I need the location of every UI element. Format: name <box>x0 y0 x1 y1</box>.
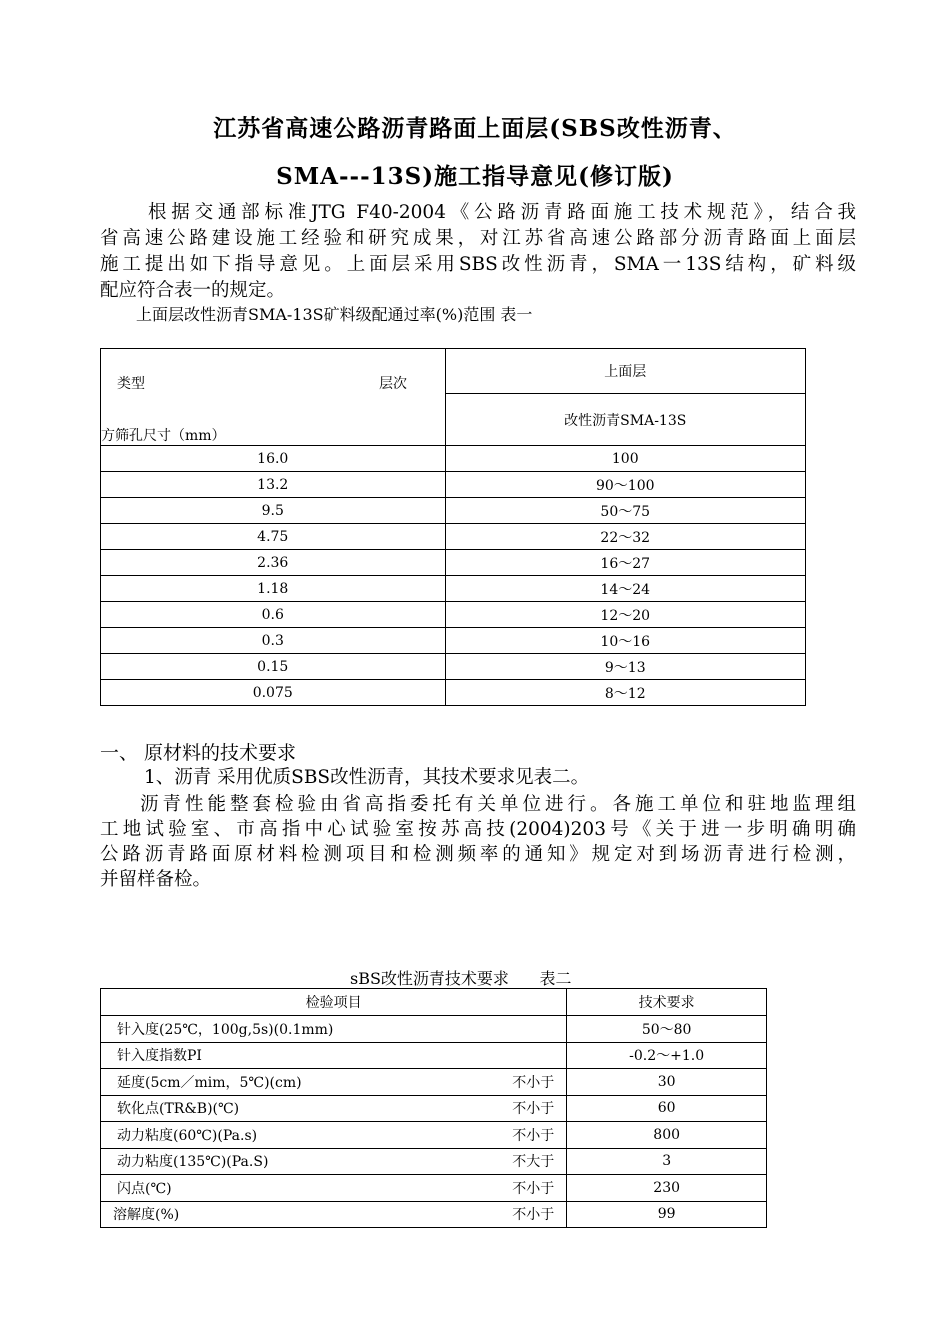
table-row <box>101 1148 767 1175</box>
section-heading: 一、 原材料的技术要求 <box>100 742 297 764</box>
table-row <box>101 550 806 576</box>
upper-layer-header: 上面层 <box>445 349 806 394</box>
range-cell: 22～32 <box>445 524 806 550</box>
section-body-line-1: 沥青性能整套检验由省高指委托有关单位进行。各施工单位和驻地监理组 <box>140 794 856 815</box>
sieve-cell: 0.15 <box>101 654 446 680</box>
document-title-line1: 江苏省高速公路沥青路面上面层(SBS改性沥青、 <box>213 115 737 142</box>
intro-line-3: 施工提出如下指导意见。上面层采用SBS改性沥青，SMA一13S结构，矿料级 <box>100 254 856 275</box>
table-row <box>101 446 806 472</box>
table2-caption: sBS改性沥青技术要求 表二 <box>350 969 572 988</box>
item-cell: 针入度(25℃，100g,5s)(0.1mm) <box>117 1021 334 1038</box>
table-row <box>101 1016 767 1043</box>
value-cell: 30 <box>567 1069 767 1096</box>
item-cell: 溶解度(%) <box>113 1207 180 1224</box>
requirement-header: 技术要求 <box>567 989 767 1016</box>
item-cell: 软化点(TR&B)(℃) <box>117 1101 240 1118</box>
value-cell: 50～80 <box>567 1016 767 1043</box>
range-cell: 100 <box>445 446 806 472</box>
range-cell: 10～16 <box>445 628 806 654</box>
table-row <box>101 1201 767 1228</box>
item-cell: 闪点(℃) <box>117 1180 172 1197</box>
item-cell: 延度(5cm／mim，5℃)(cm) <box>117 1074 302 1091</box>
condition-cell: 不小于 <box>512 1074 555 1091</box>
section-body-line-2: 工地试验室、市高指中心试验室按苏高技(2004)203号《关于进一步明确明确 <box>100 819 856 840</box>
condition-cell <box>554 1045 566 1065</box>
condition-cell: 不大于 <box>512 1154 555 1171</box>
asphalt-requirements-table <box>100 988 767 1228</box>
range-cell: 12～20 <box>445 602 806 628</box>
range-cell: 50～75 <box>445 498 806 524</box>
range-cell: 14～24 <box>445 576 806 602</box>
sieve-cell: 0.6 <box>101 602 446 628</box>
table1-caption: 上面层改性沥青SMA-13S矿料级配通过率(%)范围 表一 <box>136 305 533 324</box>
range-cell: 16～27 <box>445 550 806 576</box>
item-cell: 针入度指数PI <box>117 1048 202 1065</box>
material-header: 改性沥青SMA-13S <box>445 394 806 446</box>
value-cell: 3 <box>567 1148 767 1175</box>
table-row <box>101 472 806 498</box>
sieve-size-label: 方筛孔尺寸（mm） <box>101 428 226 444</box>
intro-line-1: 根据交通部标准JTG F40-2004《公路沥青路面施工技术规范》，结合我 <box>148 202 856 223</box>
intro-line-2: 省高速公路建设施工经验和研究成果，对江苏省高速公路部分沥青路面上面层 <box>100 228 856 249</box>
table-row <box>101 680 806 706</box>
intro-line-4: 配应符合表一的规定。 <box>100 280 286 301</box>
item-cell: 动力粘度(135℃)(Pa.S) <box>117 1154 269 1171</box>
table-row <box>101 498 806 524</box>
table-row <box>101 1069 767 1096</box>
sieve-cell: 1.18 <box>101 576 446 602</box>
sieve-cell: 16.0 <box>101 446 446 472</box>
sieve-cell: 4.75 <box>101 524 446 550</box>
value-cell: 800 <box>567 1122 767 1149</box>
value-cell: 230 <box>567 1175 767 1202</box>
condition-cell: 不小于 <box>512 1207 555 1224</box>
table-row <box>101 1042 767 1069</box>
table1-header-cell <box>101 349 446 446</box>
condition-cell: 不小于 <box>512 1127 555 1144</box>
sieve-cell: 9.5 <box>101 498 446 524</box>
sieve-cell: 0.3 <box>101 628 446 654</box>
table-row <box>101 1095 767 1122</box>
condition-cell: 不小于 <box>512 1101 555 1118</box>
condition-cell <box>554 1019 566 1039</box>
sieve-cell: 2.36 <box>101 550 446 576</box>
item-cell: 动力粘度(60℃)(Pa.s) <box>117 1127 258 1144</box>
table-row <box>101 602 806 628</box>
table-row <box>101 628 806 654</box>
range-cell: 9～13 <box>445 654 806 680</box>
subsection-asphalt: 1、沥青 采用优质SBS改性沥青，其技术要求见表二。 <box>144 767 590 788</box>
section-body-line-4: 并留样备检。 <box>100 869 212 890</box>
table-row <box>101 1122 767 1149</box>
document-title-line2: SMA---13S)施工指导意见(修订版) <box>276 163 674 190</box>
sieve-cell: 13.2 <box>101 472 446 498</box>
table-row <box>101 576 806 602</box>
condition-cell: 不小于 <box>512 1180 555 1197</box>
range-cell: 8～12 <box>445 680 806 706</box>
gradation-table <box>100 348 806 706</box>
value-cell: 60 <box>567 1095 767 1122</box>
item-header: 检验项目 <box>101 989 567 1016</box>
table-row <box>101 1175 767 1202</box>
table-row <box>101 524 806 550</box>
section-body-line-3: 公路沥青路面原材料检测项目和检测频率的通知》规定对到场沥青进行检测， <box>100 844 856 865</box>
type-label: 类型 <box>117 376 145 392</box>
range-cell: 90～100 <box>445 472 806 498</box>
value-cell: 99 <box>567 1201 767 1228</box>
table-row <box>101 654 806 680</box>
layer-label: 层次 <box>379 376 407 392</box>
sieve-cell: 0.075 <box>101 680 446 706</box>
value-cell: -0.2～+1.0 <box>567 1042 767 1069</box>
